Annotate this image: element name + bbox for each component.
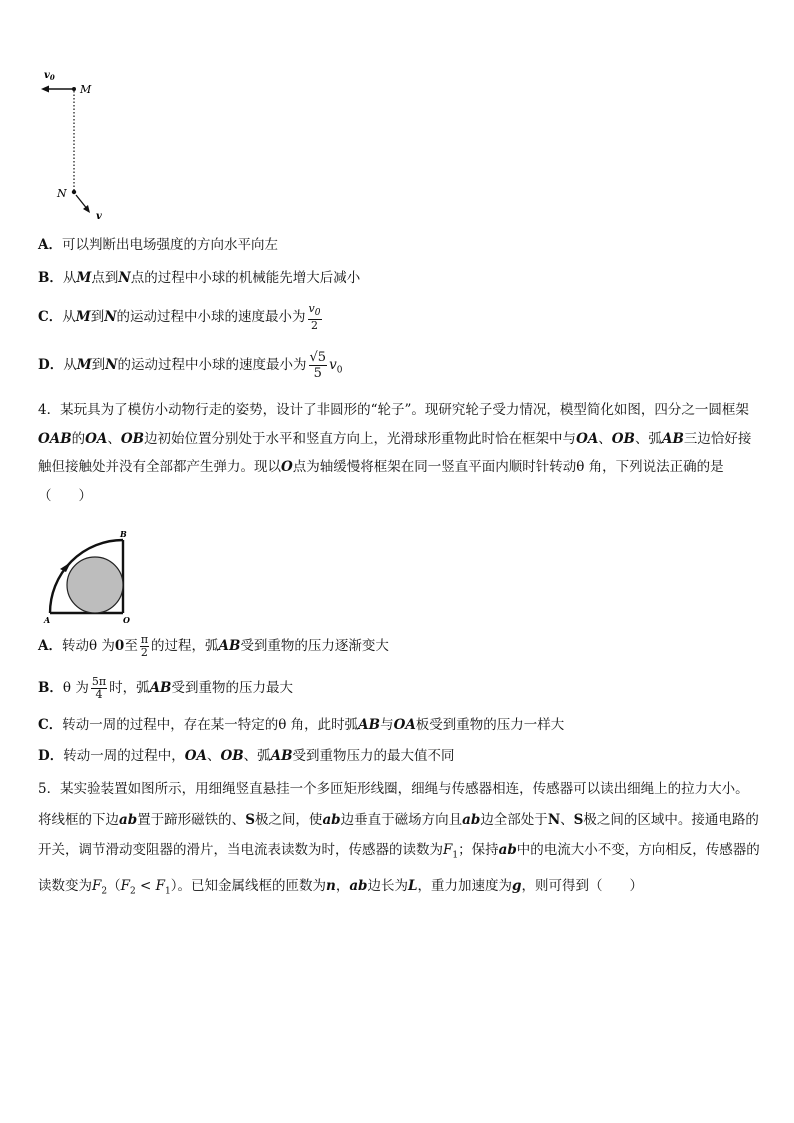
quarter-circle-figure [40,526,140,626]
label-O: O [123,615,130,625]
fraction-pi-over-2: $\frac{\pi}{2}$ [140,633,149,659]
fraction-sqrt5-over-5: $\frac{√5}{5}$ [309,350,327,381]
v0-label: $v_0$ [44,70,55,82]
option-4A: A．转动θ 为0至 $\frac{\pi}{2}$ 的过程，弧AB受到重物的压力逐渐变大 [38,633,389,659]
label-A: A [44,615,51,625]
option-3C: C．从M到N的运动过程中小球的速度最小为 $\frac{v_0}{2}$ [38,302,321,333]
option-4B: B．θ 为 $\frac{5\pi}{4}$ 时，弧AB受到重物的压力最大 [38,675,293,701]
heavy-ball [67,557,123,613]
question-5-stem: 5．某实验装置如图所示，用细绳竖直悬挂一个多匝矩形线圈，细绳与传感器相连，传感器可以读出细绳上的拉力大小。将线框的下边ab置于蹄形磁铁的、S极之间，使ab边垂直于磁场方向且ab边全部处于N、S极之间的区域中。接通电路的开关，调节滑动变阻器的滑片，当电流表读数为时，传感器的读数为$F_1$；保持ab中的电流大小不变，方向相反，传感器的读数变为$F_2(F_2 < F_1)$。已知金属线框的匝数为n，ab边长为L，重力加速度为g，则可得到（ ） [38,781,760,897]
v0-arrowhead [41,86,49,93]
rotation-arrow [60,562,71,572]
v-label: v [96,211,102,222]
fraction-v0-over-2: $\frac{v_0}{2}$ [308,302,321,333]
point-N [72,190,76,194]
option-3D: D．从M到N的运动过程中小球的速度最小为 $\frac{√5}{5}$ $v_0$ [38,350,343,381]
option-4D: D．转动一周的过程中，OA、OB、弧AB受到重物压力的最大值不同 [38,748,455,764]
point-M [72,87,76,91]
M-label: M [80,83,92,96]
trajectory-figure [36,64,116,224]
v-arrowhead [83,205,90,213]
N-label: N [57,187,67,200]
option-4C: C．转动一周的过程中，存在某一特定的θ 角，此时弧AB与OA板受到重物的压力一样大 [38,717,565,733]
label-B: B [120,529,127,539]
option-3A: A．可以判断出电场强度的方向水平向左 [38,237,278,253]
option-3B: B．从M点到N点的过程中小球的机械能先增大后减小 [38,270,361,286]
fraction-5pi-over-4: $\frac{5\pi}{4}$ [91,675,107,701]
question-4-stem: 4．某玩具为了模仿小动物行走的姿势，设计了非圆形的“轮子”。现研究轮子受力情况，模型简化如图，四分之一圆框架OAB的OA、OB边初始位置分别处于水平和竖直方向上，光滑球形重物此时恰在框架中与OA、OB、弧AB三边恰好接触但接触处并没有全部都产生弹力。现以O点为轴缓慢将框架在同一竖直平面内顺时针转动θ 角，下列说法正确的是（ ） [38,402,752,504]
